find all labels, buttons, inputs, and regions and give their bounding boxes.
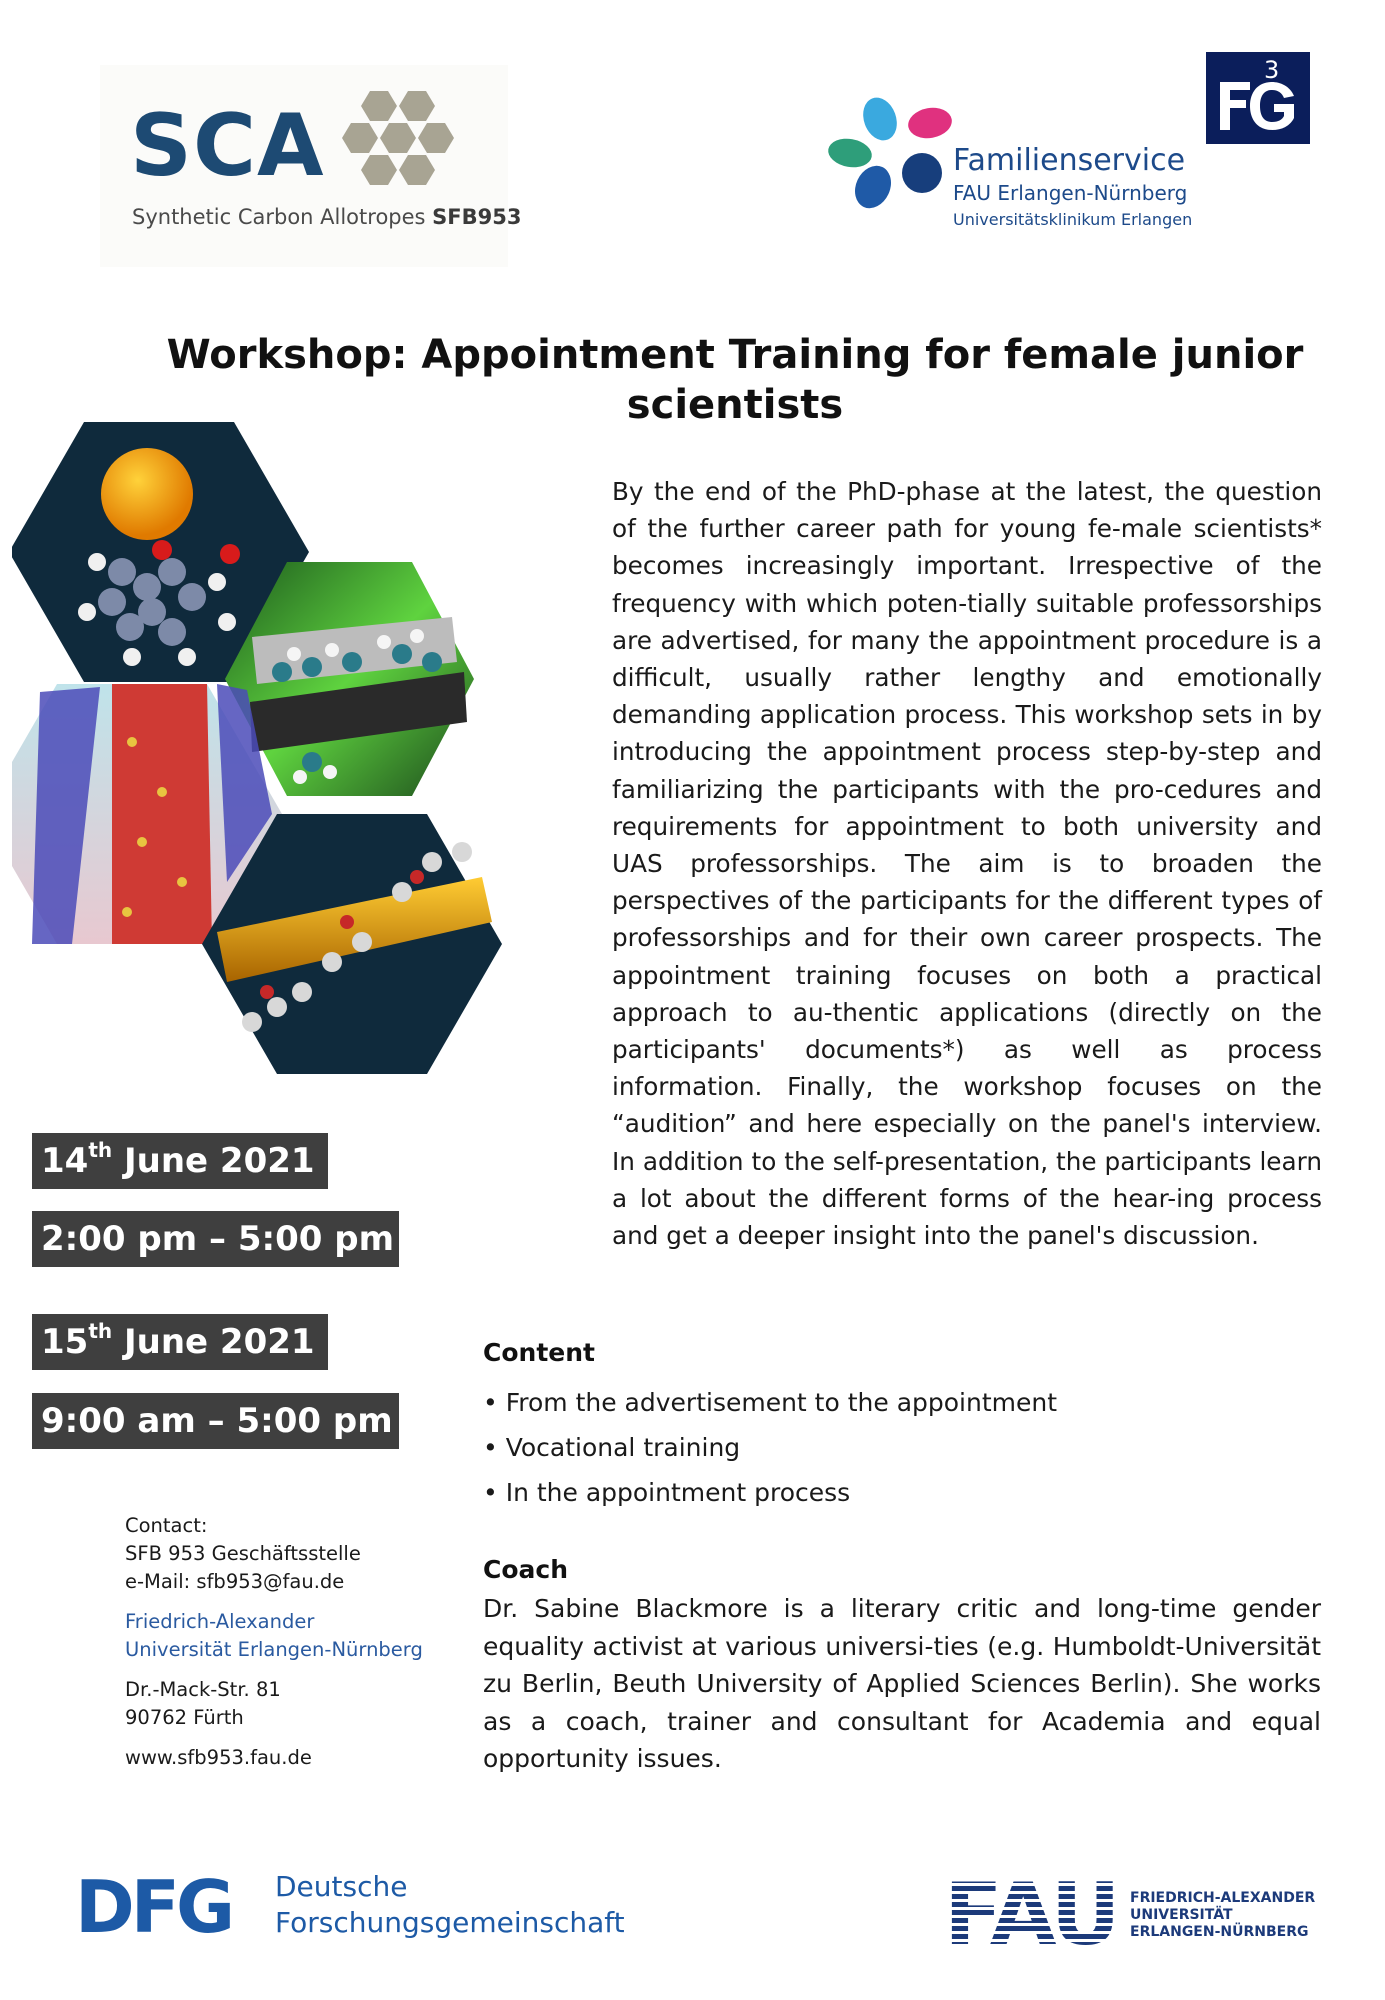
date-1-rest: June 2021 [112,1141,315,1181]
dfg-mark-icon [75,1874,255,1938]
ffg-exponent: 3 [1264,56,1280,84]
date-badge-2 [32,1314,328,1370]
fau-name-line-1: FRIEDRICH-ALEXANDER [1130,1890,1316,1906]
date-badge-1 [32,1133,328,1189]
sca-logo [100,65,522,267]
familienservice-subtitle-2: Universitätsklinikum Erlangen [953,210,1193,229]
contact-block [125,1512,423,1772]
flower-icon [825,95,965,215]
date-2-rest: June 2021 [112,1322,315,1362]
contact-website[interactable]: www.sfb953.fau.de [125,1746,312,1769]
familienservice-logo [825,95,1205,245]
fau-name [1130,1890,1315,1941]
dfg-logo [75,1870,625,1950]
content-item-1: • From the advertisement to the appointment [483,1388,1058,1417]
fau-logo [944,1870,1334,1950]
date-2-day: 15 [41,1322,89,1362]
dfg-mark-text: DFG [75,1874,232,1938]
page-title [150,330,1320,430]
dfg-name-line-2: Forschungsgemeinschaft [275,1906,625,1939]
coach-heading: Coach [483,1555,569,1584]
fau-name-line-2: UNIVERSITÄT [1130,1907,1233,1923]
fau-mark-text: FAU [944,1870,1118,1950]
date-1-day: 14 [41,1141,89,1181]
coach-paragraph: Dr. Sabine Blackmore is a literary critic and long-time gender equality activist at various universi-ties (e.g. Humboldt-Universität zu Berlin, Beuth University of Applied Sciences Berlin). She works as a coach, trainer and consultant for Academia and equal opportunity issues. [483,1594,1321,1773]
time-badge-1: 2:00 pm – 5:00 pm [32,1211,399,1267]
sca-hexagon-icon [330,89,480,199]
fau-name-line-3: ERLANGEN-NÜRNBERG [1130,1924,1309,1940]
familienservice-title: Familienservice [953,143,1186,178]
content-item-2: • Vocational training [483,1433,741,1462]
contact-university-2: Universität Erlangen-Nürnberg [125,1638,423,1661]
sca-logo-subtitle [132,205,521,229]
contact-university-1: Friedrich-Alexander [125,1610,315,1633]
date-2-suffix: th [88,1319,113,1343]
familienservice-subtitle: FAU Erlangen-Nürnberg [953,181,1188,205]
dfg-name-line-1: Deutsche [275,1870,408,1903]
contact-email[interactable]: e-Mail: sfb953@fau.de [125,1570,345,1593]
sca-subtitle-text: Synthetic Carbon Allotropes [132,205,426,229]
content-heading: Content [483,1338,595,1367]
time-badge-2: 9:00 am – 5:00 pm [32,1393,399,1449]
molecule-hexagon-images [12,422,552,1074]
contact-label: Contact: [125,1514,208,1537]
date-1-suffix: th [88,1138,113,1162]
sca-logo-text: SCA [130,96,325,196]
sca-subtitle-bold: SFB953 [432,205,522,229]
fau-mark-icon [944,1870,1126,1950]
content-list [483,1380,1057,1515]
content-item-3: • In the appointment process [483,1478,851,1507]
intro-paragraph: By the end of the PhD-phase at the latest, the question of the further career path for young fe-male scientists* becomes increasingly important. Irrespective of the frequency with which poten-tially suitable professorships are advertised, for many the appointment procedure is a difficult, usually rather lengthy and emotionally demanding application process. This workshop sets in by introducing the appointment process step-by-step and familiarizing the participants with the pro-cedures and requirements for appointment to both university and UAS professorships. The aim is to broaden the perspectives of the participants for the different types of professorships and for their own career prospects. The appointment training focuses on both a practical approach to au-thentic applications (directly on the participants' documents*) as well as process information. Finally, the workshop focuses on the “audition” and here especially on the panel's interview. In addition to the self-presentation, the participants learn a lot about the different forms of the hear-ing process and get a deeper insight into the panel's discussion. [612,477,1322,1251]
title-line-2: scientists [626,382,844,428]
contact-office: SFB 953 Geschäftsstelle [125,1542,361,1565]
ffg-mark-icon [1206,52,1310,144]
ffg-logo [1206,52,1310,144]
contact-street: Dr.-Mack-Str. 81 [125,1678,281,1701]
title-line-1: Workshop: Appointment Training for female junior [166,332,1304,378]
contact-city: 90762 Fürth [125,1706,244,1729]
